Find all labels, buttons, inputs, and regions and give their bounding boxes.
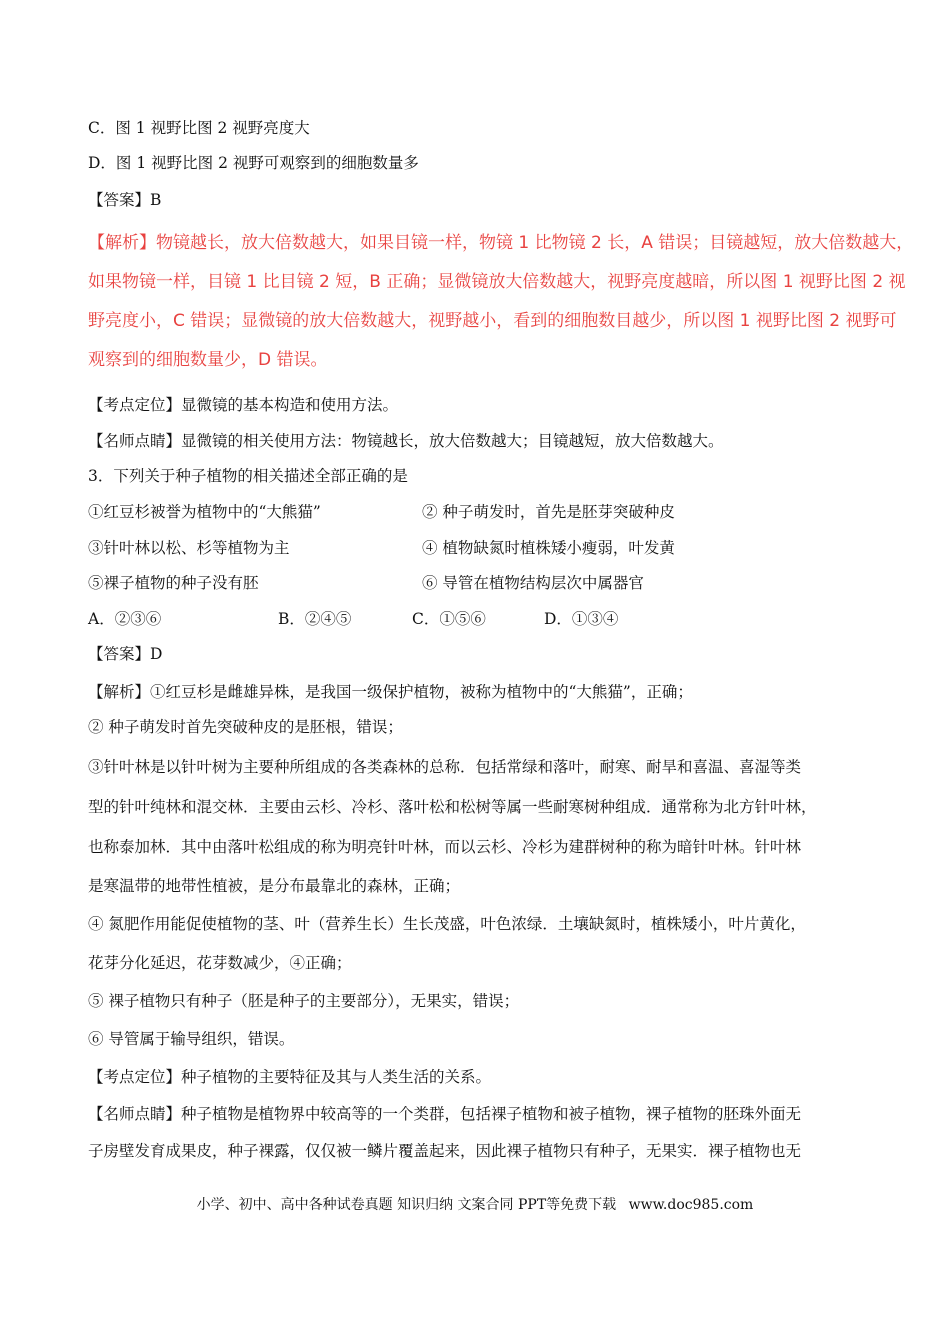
q3-mingshi-line: 【名师点睛】种子植物是植物界中较高等的一个类群，包括裸子植物和被子植物，裸子植物的胚珠外面无 — [88, 1105, 802, 1123]
q3-kaodian: 【考点定位】种子植物的主要特征及其与人类生活的关系。 — [88, 1068, 492, 1086]
q2-mingshi: 【名师点睛】显微镜的相关使用方法：物镜越长，放大倍数越大；目镜越短，放大倍数越大。 — [88, 432, 724, 450]
q2-kaodian: 【考点定位】显微镜的基本构造和使用方法。 — [88, 396, 399, 414]
analysis-red-line: 观察到的细胞数量少，D 错误。 — [88, 350, 328, 370]
q3-analysis-line: ③针叶林是以针叶树为主要种所组成的各类森林的总称．包括常绿和落叶，耐寒、耐旱和喜温、喜湿等类 — [88, 758, 802, 776]
q3-analysis-line: 型的针叶纯林和混交林．主要由云杉、冷杉、落叶松和松树等属一些耐寒树种组成．通常称为北方针叶林， — [88, 798, 817, 816]
footer-text: 小学、初中、高中各种试卷真题 知识归纳 文案合同 PPT等免费下载 — [196, 1197, 617, 1213]
answer-line: 【答案】B — [88, 191, 162, 209]
statement-left: ⑤裸子植物的种子没有胚 — [88, 574, 259, 592]
q3-analysis-line: ⑤ 裸子植物只有种子（胚是种子的主要部分），无果实，错误； — [88, 992, 520, 1010]
analysis-red-line: 【解析】物镜越长，放大倍数越大，如果目镜一样，物镜 1 比物镜 2 长，A 错误；目镜越短，放大倍数越大， — [88, 233, 914, 253]
q3-mingshi-line: 子房壁发育成果皮，种子裸露，仅仅被一鳞片覆盖起来，因此裸子植物只有种子，无果实．裸子植物也无 — [88, 1142, 802, 1160]
option-d-line: D．图 1 视野比图 2 视野可观察到的细胞数量多 — [88, 154, 419, 172]
statement-right: ② 种子萌发时，首先是胚芽突破种皮 — [422, 503, 675, 521]
statement-left: ①红豆杉被誉为植物中的“大熊猫” — [88, 503, 321, 521]
page-footer — [0, 1194, 950, 1214]
statement-right: ④ 植物缺氮时植株矮小瘦弱，叶发黄 — [422, 539, 675, 557]
analysis-red-line: 野亮度小，C 错误；显微镜的放大倍数越大，视野越小，看到的细胞数目越少，所以图 1 视野比图 2 视野可 — [88, 311, 897, 331]
statement-left: ③针叶林以松、杉等植物为主 — [88, 539, 290, 557]
option-c: C．①⑤⑥ — [412, 610, 486, 628]
footer-url[interactable]: www.doc985.com — [628, 1197, 754, 1213]
q3-analysis-line: 也称泰加林．其中由落叶松组成的称为明亮针叶林，而以云杉、冷杉为建群树种的称为暗针叶林。针叶林 — [88, 838, 802, 856]
q3-analysis-line: ② 种子萌发时首先突破种皮的是胚根，错误； — [88, 718, 403, 736]
statement-right: ⑥ 导管在植物结构层次中属器官 — [422, 574, 644, 592]
q3-analysis-line: 【解析】①红豆杉是雌雄异株，是我国一级保护植物，被称为植物中的“大熊猫”，正确； — [88, 683, 693, 701]
q3-analysis-line: 花芽分化延迟，花芽数减少，④正确； — [88, 954, 352, 972]
option-a: A．②③⑥ — [88, 610, 162, 628]
option-d: D．①③④ — [544, 610, 619, 628]
analysis-red-line: 如果物镜一样，目镜 1 比目镜 2 短，B 正确；显微镜放大倍数越大，视野亮度越暗，所以图 1 视野比图 2 视 — [88, 272, 906, 292]
q3-analysis-line: 是寒温带的地带性植被，是分布最靠北的森林，正确； — [88, 877, 461, 895]
option-c-line: C．图 1 视野比图 2 视野亮度大 — [88, 119, 310, 137]
q3-analysis-line: ④ 氮肥作用能促使植物的茎、叶（营养生长）生长茂盛，叶色浓绿．土壤缺氮时，植株矮小，叶片黄化， — [88, 915, 806, 933]
option-b: B．②④⑤ — [278, 610, 352, 628]
question-3-title: 3．下列关于种子植物的相关描述全部正确的是 — [88, 467, 408, 485]
q3-analysis-line: ⑥ 导管属于输导组织，错误。 — [88, 1030, 295, 1048]
q3-answer: 【答案】D — [88, 645, 163, 663]
